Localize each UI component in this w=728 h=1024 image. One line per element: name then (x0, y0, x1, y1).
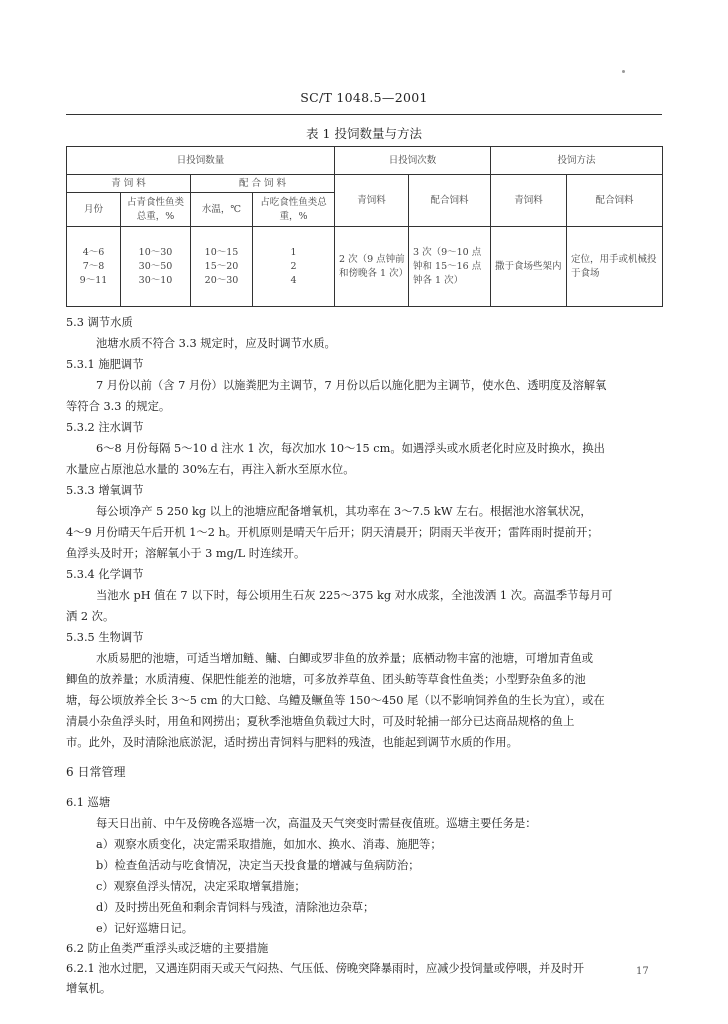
cell-green-pct: 10～30 30～50 30～10 (121, 227, 191, 307)
scan-speck (622, 70, 625, 73)
section-5-3-4-line2: 洒 2 次。 (66, 610, 115, 623)
subheader-compound-feed: 配 合 饲 料 (191, 175, 335, 193)
cell-months: 4～6 7～8 9～11 (67, 227, 121, 307)
header-temp: 水温，℃ (191, 193, 253, 227)
section-5-3-4-line1: 当池水 pH 值在 7 以下时，每公顷用生石灰 225～375 kg 对水成浆，全池泼洒 1 次。高温季节每月可 (96, 589, 613, 602)
section-5-3-5-line1: 水质易肥的池塘，可适当增加鲢、鳙、白鲫或罗非鱼的放养量；底栖动物丰富的池塘，可增加青鱼或 (96, 652, 594, 665)
header-method-compound: 配合饲料 (567, 175, 663, 227)
section-5-3-3-line3: 鱼浮头及时开；溶解氧小于 3 mg/L 时连续开。 (66, 547, 306, 560)
patrol-item-d: d）及时捞出死鱼和剩余青饲料与残渣，清除池边杂草； (96, 901, 375, 914)
section-5-3-5-line4: 清晨小杂鱼浮头时，用鱼和网捞出；夏秋季池塘鱼负载过大时，可及时轮捕一部分已达商品规格的鱼上 (66, 715, 575, 728)
section-5-3-4-heading: 5.3.4 化学调节 (66, 568, 144, 581)
table-caption: 表 1 投饲数量与方法 (306, 126, 422, 141)
header-daily-times: 日投饲次数 (335, 147, 491, 175)
section-5-3-text: 池塘水质不符合 3.3 规定时，应及时调节水质。 (96, 337, 336, 350)
section-6-1-heading: 6.1 巡塘 (66, 796, 111, 809)
header-method: 投饲方法 (491, 147, 663, 175)
section-6-heading: 6 日常管理 (66, 765, 126, 779)
cell-times-green: 2 次（9 点钟前和傍晚各 1 次） (335, 227, 409, 307)
section-5-3-1-heading: 5.3.1 施肥调节 (66, 358, 144, 371)
cell-compound-pct: 1 2 4 (253, 227, 335, 307)
patrol-item-b: b）检查鱼活动与吃食情况，决定当天投食量的增减与鱼病防治； (96, 859, 420, 872)
cell-method-compound: 定位，用手或机械投于食场 (567, 227, 663, 307)
header-rule (66, 114, 662, 115)
section-6-2-1-line1: 6.2.1 池水过肥，又遇连阴雨天或天气闷热、气压低、傍晚突降暴雨时，应减少投饲量或停喂，并及时开 (66, 962, 585, 975)
header-method-green: 青饲料 (491, 175, 567, 227)
patrol-item-a: a）观察水质变化，决定需采取措施，如加水、换水、消毒、施肥等； (96, 838, 442, 851)
subheader-green-feed: 青 饲 料 (67, 175, 191, 193)
section-5-3-heading: 5.3 调节水质 (66, 316, 133, 329)
feeding-table (66, 146, 663, 307)
header-times-green: 青饲料 (335, 175, 409, 227)
header-compound-pct: 占吃食性鱼类总重，% (253, 193, 335, 227)
header-green-pct: 占青食性鱼类总重，% (121, 193, 191, 227)
cell-times-compound: 3 次（9～10 点钟和 15～16 点钟各 1 次） (409, 227, 491, 307)
section-5-3-1-line2: 等符合 3.3 的规定。 (66, 400, 171, 413)
page-number: 17 (636, 966, 649, 977)
section-5-3-3-line2: 4～9 月份晴天午后开机 1～2 h。开机原则是晴天午后开；阴天清晨开；阴雨天半夜开；雷阵雨时提前开； (66, 526, 599, 539)
section-5-3-5-line2: 鲫鱼的放养量；水质清瘦、保肥性能差的池塘，可多放养草鱼、团头鲂等草食性鱼类；小型野杂鱼多的池 (66, 673, 586, 686)
header-daily-amount: 日投饲数量 (67, 147, 335, 175)
patrol-item-c: c）观察鱼浮头情况，决定采取增氧措施； (96, 880, 306, 893)
cell-method-green: 撒于食场些架内 (491, 227, 567, 307)
standard-code-header: SC/T 1048.5—2001 (300, 90, 428, 105)
header-times-compound: 配合饲料 (409, 175, 491, 227)
section-5-3-1-line1: 7 月份以前（含 7 月份）以施粪肥为主调节，7 月份以后以施化肥为主调节，使水色、透明度及溶解氧 (96, 379, 607, 392)
section-5-3-5-line3: 塘，每公顷放养全长 3～5 cm 的大口鲶、乌鳢及鳜鱼等 150～450 尾（以不影响饲养鱼的生长为宜），或在 (66, 694, 605, 707)
section-6-2-1-line2: 增氧机。 (66, 982, 112, 995)
section-5-3-5-heading: 5.3.5 生物调节 (66, 631, 144, 644)
section-6-2-heading: 6.2 防止鱼类严重浮头或泛塘的主要措施 (66, 942, 269, 955)
section-5-3-2-line1: 6～8 月份每隔 5～10 d 注水 1 次，每次加水 10～15 cm。如遇浮头或水质老化时应及时换水，换出 (96, 442, 605, 455)
section-5-3-2-line2: 水量应占原池总水量的 30%左右，再注入新水至原水位。 (66, 463, 355, 476)
section-5-3-5-line5: 市。此外，及时清除池底淤泥，适时捞出青饲料与肥料的残渣，也能起到调节水质的作用。 (66, 736, 518, 749)
section-5-3-2-heading: 5.3.2 注水调节 (66, 421, 144, 434)
section-6-1-text: 每天日出前、中午及傍晚各巡塘一次，高温及天气突变时需昼夜值班。巡塘主要任务是： (96, 817, 537, 830)
cell-temp: 10～15 15～20 20～30 (191, 227, 253, 307)
header-month: 月份 (67, 193, 121, 227)
patrol-item-e: e）记好巡塘日记。 (96, 922, 194, 935)
section-5-3-3-heading: 5.3.3 增氧调节 (66, 484, 144, 497)
section-5-3-3-line1: 每公顷净产 5 250 kg 以上的池塘应配备增氧机，其功率在 3～7.5 kW 左右。根据池水溶氧状况， (96, 505, 592, 518)
